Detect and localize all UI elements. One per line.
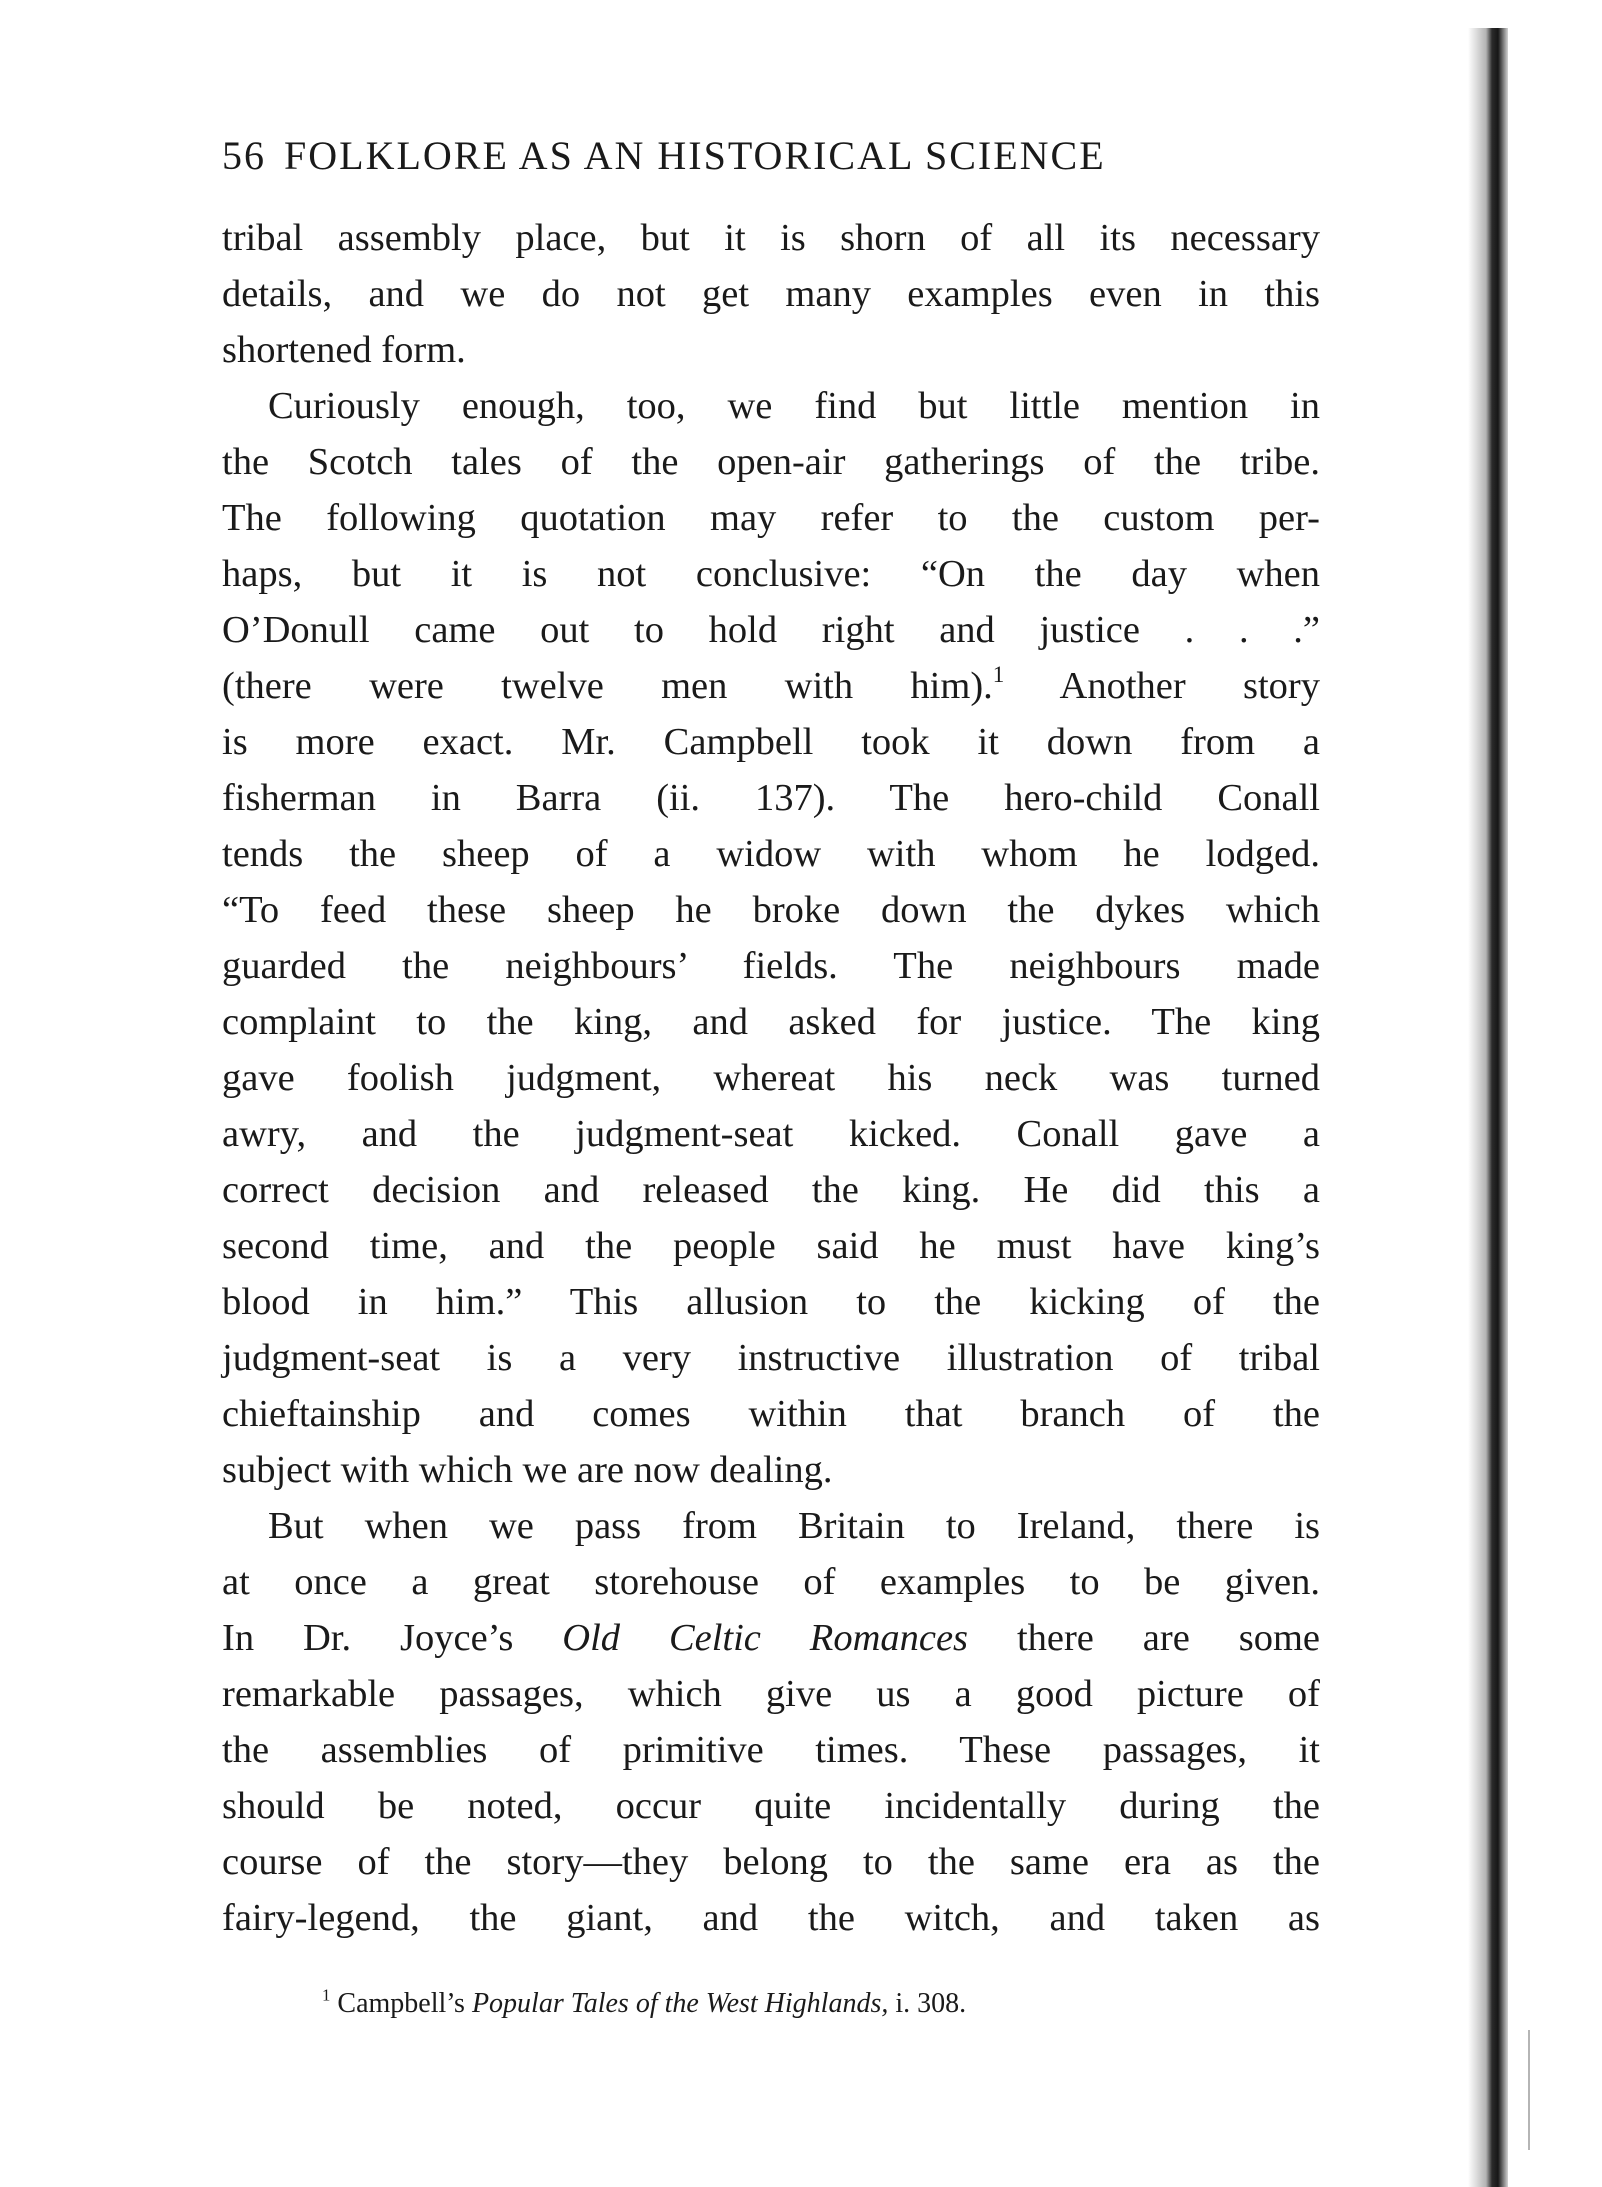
text-line-with-footnote-ref [222,658,1320,714]
footnote-suffix: i. 308. [895,1988,967,2019]
text-line: shortened form. [222,329,466,371]
text-line: tribal assembly place, but it is shorn of all its necessary [222,217,1320,259]
body-text [222,210,1320,1946]
binding-gutter-shadow [1468,28,1508,2187]
text-line: fairy-legend, the giant, and the witch, and taken as [222,1897,1320,1939]
text-line: tends the sheep of a widow with whom he lodged. [222,833,1320,875]
text-line: course of the story—they belong to the same era as the [222,1841,1320,1883]
text-line: O’Donull came out to hold right and justice . . .” [222,609,1320,651]
text-line: complaint to the king, and asked for justice. The king [222,1001,1320,1043]
running-header [222,132,1322,179]
text-line-end: Another story [1059,665,1320,707]
text-line: awry, and the judgment-seat kicked. Conall gave a [222,1113,1320,1155]
text-line: The following quotation may refer to the custom per- [222,497,1320,539]
text-line: is more exact. Mr. Campbell took it down from a [222,721,1320,763]
running-title: FOLKLORE AS AN HISTORICAL SCIENCE [284,133,1106,178]
text-line: details, and we do not get many examples even in this [222,273,1320,315]
text-line: gave foolish judgment, whereat his neck was turned [222,1057,1320,1099]
text-line: guarded the neighbours’ fields. The neighbours made [222,945,1320,987]
text-line-with-title [222,1610,1320,1666]
footnote-marker: 1 [322,1985,331,2005]
text-line: remarkable passages, which give us a good picture of [222,1673,1320,1715]
text-line: judgment-seat is a very instructive illustration of tribal [222,1337,1320,1379]
binding-gutter-line [1528,2030,1530,2150]
footnote-prefix: Campbell’s [337,1988,465,2019]
text-line: the Scotch tales of the open-air gatherings of the tribe. [222,441,1320,483]
text-line: correct decision and released the king. He did this a [222,1169,1320,1211]
footnote [322,1985,967,2020]
page-number: 56 [222,133,266,178]
text-line: the assemblies of primitive times. These passages, it [222,1729,1320,1771]
footnote-reference: 1 [992,660,1005,687]
text-line: blood in him.” This allusion to the kicking of the [222,1281,1320,1323]
text-line: haps, but it is not conclusive: “On the day when [222,553,1320,595]
footnote-title: Popular Tales of the West Highlands, [471,1988,889,2019]
text-line: should be noted, occur quite incidentally during the [222,1785,1320,1827]
text-line: “To feed these sheep he broke down the dykes which [222,889,1320,931]
text-line: at once a great storehouse of examples to be given. [222,1561,1320,1603]
text-line: subject with which we are now dealing. [222,1449,833,1491]
text-line: chieftainship and comes within that branch of the [222,1393,1320,1435]
text-line-start: (there were twelve men with him). [222,665,993,707]
text-line: fisherman in Barra (ii. 137). The hero-child Conall [222,777,1320,819]
book-title: Old Celtic Romances [562,1617,969,1659]
text-line: second time, and the people said he must have king’s [222,1225,1320,1267]
text-line: Curiously enough, too, we find but little mention in [268,385,1320,427]
text-line-start: In Dr. Joyce’s [222,1617,514,1659]
text-line: But when we pass from Britain to Ireland, there is [268,1505,1320,1547]
text-line-end: there are some [1016,1617,1320,1659]
